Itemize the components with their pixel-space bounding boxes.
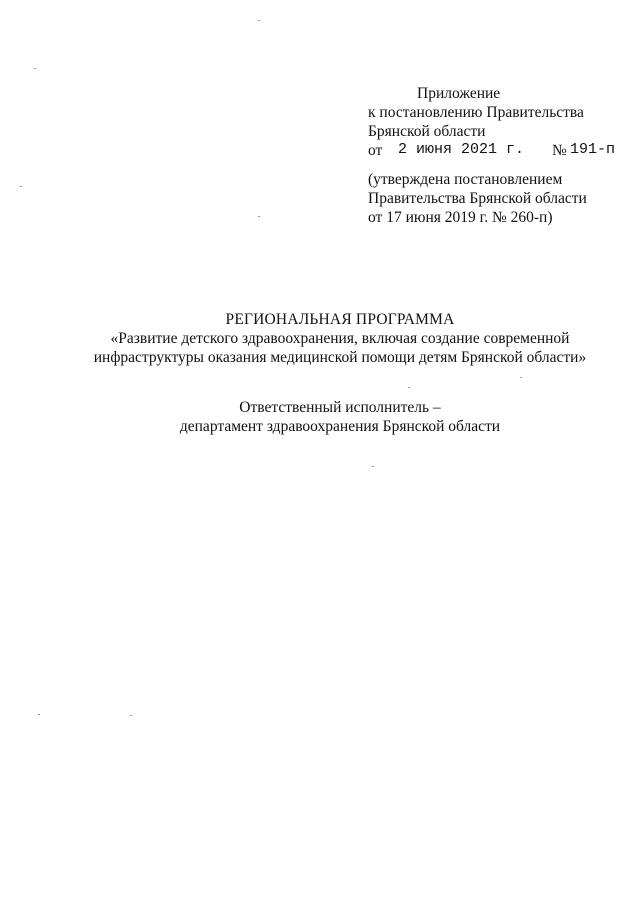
scan-speck bbox=[38, 714, 40, 715]
program-name-line-2: инфраструктуры оказания медицинской помощи детям Брянской области» bbox=[93, 349, 587, 366]
program-heading: РЕГИОНАЛЬНАЯ ПРОГРАММА bbox=[225, 311, 455, 328]
appendix-title: Приложение bbox=[417, 85, 501, 102]
scan-speck bbox=[372, 466, 374, 467]
approved-note bbox=[368, 170, 630, 227]
scan-speck bbox=[130, 715, 132, 716]
scan-speck bbox=[520, 377, 522, 378]
scan-speck bbox=[258, 20, 260, 21]
scan-speck bbox=[20, 186, 22, 187]
number-sign: № bbox=[552, 142, 567, 159]
program-name-line-1: «Развитие детского здравоохранения, включая создание современной bbox=[110, 330, 570, 347]
approved-note-line-2: Правительства Брянской области bbox=[368, 190, 587, 207]
approved-note-line-1: (утверждена постановлением bbox=[368, 171, 563, 188]
date-prefix: от bbox=[368, 142, 383, 159]
approved-note-line-3: от 17 июня 2019 г. № 260-п) bbox=[368, 209, 553, 226]
executor-label: Ответственный исполнитель – bbox=[239, 399, 441, 416]
appendix-block bbox=[368, 84, 630, 160]
resolution-date: 2 июня 2021 г. bbox=[398, 141, 525, 158]
executor-department: департамент здравоохранения Брянской области bbox=[179, 418, 501, 435]
appendix-region: Брянской области bbox=[368, 123, 486, 140]
scan-speck bbox=[258, 216, 260, 217]
scan-speck bbox=[34, 68, 36, 69]
program-title-block bbox=[40, 310, 640, 367]
scan-speck bbox=[408, 387, 410, 388]
executor-block bbox=[40, 398, 640, 436]
resolution-number: 191-п bbox=[570, 141, 616, 158]
appendix-resolution-ref: к постановлению Правительства bbox=[368, 104, 584, 121]
appendix-date-row bbox=[368, 141, 630, 160]
